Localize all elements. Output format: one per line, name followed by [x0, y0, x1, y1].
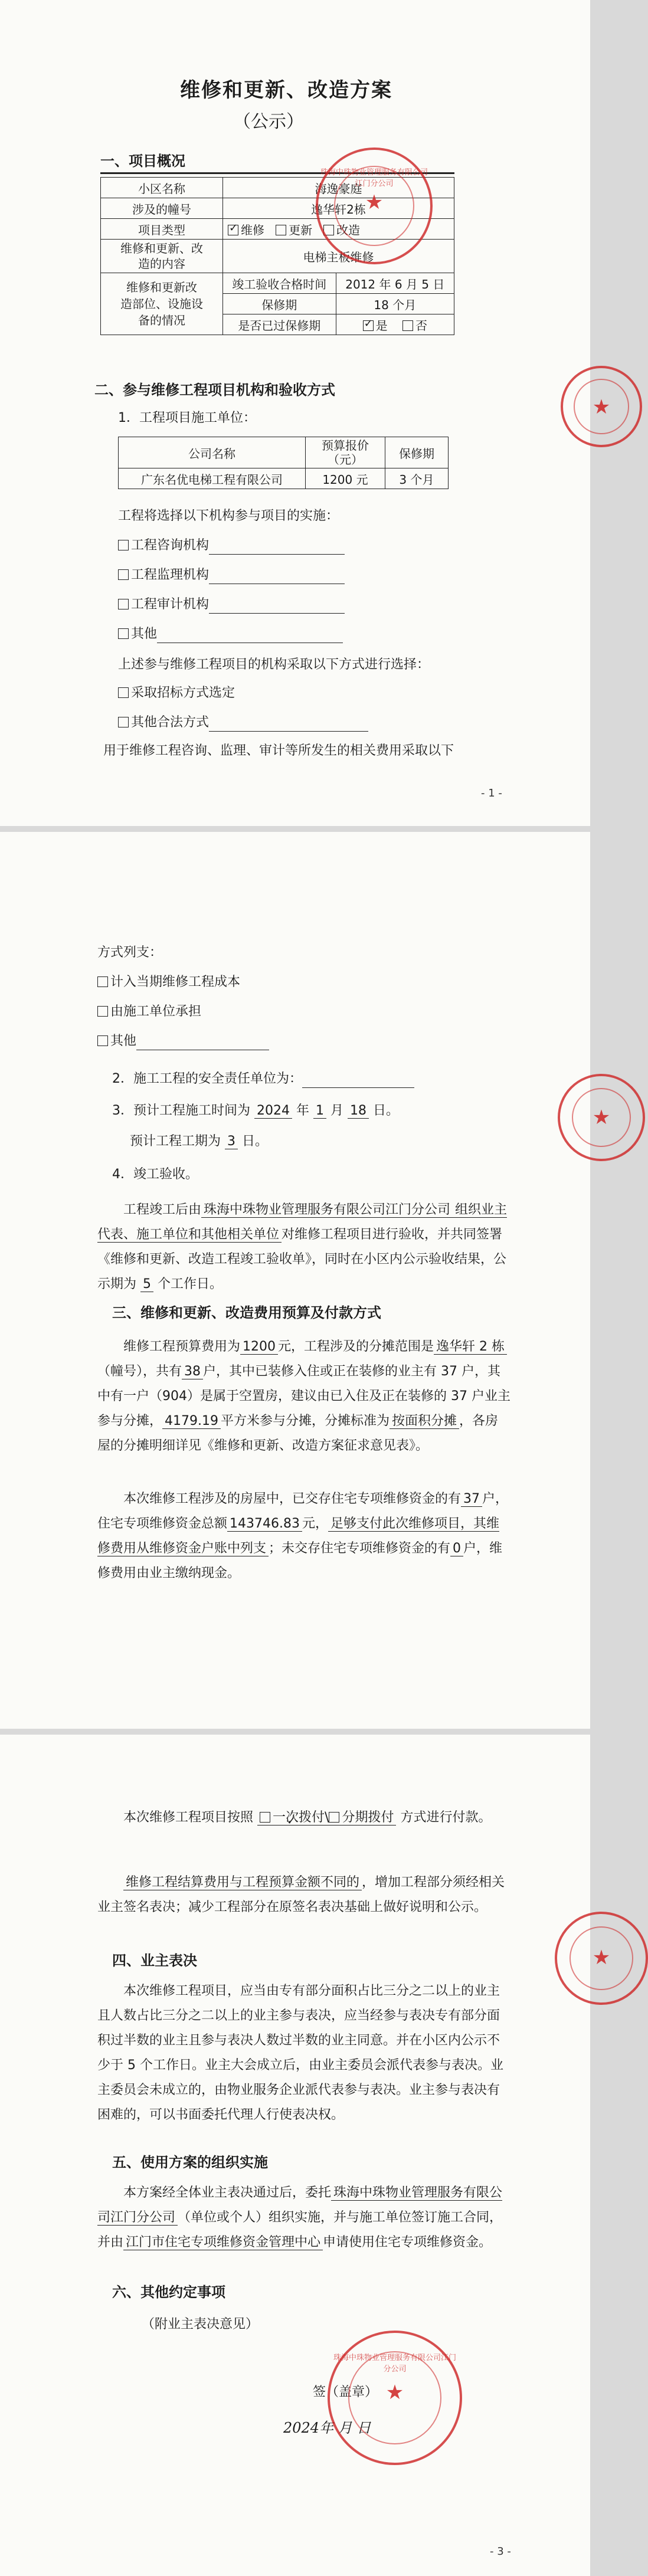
- company-seal-3: 珠海中珠物业管理服务有限公司江门分公司 ★: [328, 2331, 462, 2465]
- edge-seal-2: ★: [558, 1074, 645, 1161]
- budget-paragraph: 维修工程预算费用为 1200 元，工程涉及的分摊范围是 逸华轩 2 栋（幢号），共有 38 户，其中已装修入住或正在装修的业主有 37 户，其中有一户（904）是属于空置房，建议由已入住及正在装修的 37 户业主参与分摊， 4179.19 平方米参与分摊，分摊标准为 按面积分摊 ，各房屋的分摊明细详见《维修和更新、改造方案征求意见表》。: [97, 1339, 510, 1453]
- section-5-heading: 五、使用方案的组织实施: [112, 2154, 268, 2171]
- checkbox-installment[interactable]: [329, 1812, 339, 1823]
- appendix-note: （附业主表决意见）: [142, 2317, 259, 2332]
- label-repair: 维修: [241, 222, 264, 237]
- item-2-line: 2．施工工程的安全责任单位为：: [112, 1070, 414, 1088]
- page-number-1: - 1 -: [481, 787, 502, 799]
- item-4-line: 4．竣工验收。: [112, 1167, 198, 1182]
- vote-paragraph: 本次维修工程项目，应当由专有部分面积占比三分之二以上的业主且人数占比三分之二以上的业主参与表决，应当经参与表决专有部分面积过半数的业主且参与表决人数过半数的业主同意。并在小区内公示不少于 5 个工作日。业主大会成立后，由业主委员会派代表参与表决。业主委员会未成立的，由物业服务企业派代表参与表决。业主参与表决有困难的，可以书面委托代理人行使表决权。: [97, 1984, 503, 2122]
- checkbox-update[interactable]: [276, 225, 286, 235]
- checkbox-fee-contractor[interactable]: [97, 1006, 108, 1017]
- company-seal: 珠海中珠物业管理服务有限公司江门分公司 ★: [316, 148, 433, 264]
- label-renovate: 改造: [336, 222, 361, 237]
- label-update: 更新: [289, 222, 313, 237]
- acceptance-paragraph: 工程竣工后由 珠海中珠物业管理服务有限公司江门分公司 组织业主代表、施工单位和其他相关单位 对维修工程项目进行验收，并共同签署《维修和更新、改造工程竣工验收单》，同时在小区内公示验收结果，公示期为 5 个工作日。: [97, 1202, 508, 1292]
- continued-line: 方式列支：: [97, 945, 163, 960]
- fees-line: 用于维修工程咨询、监理、审计等所发生的相关费用采取以下: [103, 743, 454, 758]
- col-warranty: 保修期: [385, 437, 448, 468]
- fee-opt-1: 计入当期维修工程成本: [97, 974, 240, 991]
- page-subtitle: （公示）: [233, 112, 304, 132]
- section-1-heading: 一、项目概况: [100, 153, 185, 169]
- col-company: 公司名称: [119, 437, 306, 468]
- label-acceptance-date: 竣工验收合格时间: [223, 273, 336, 294]
- page-number-3: - 3 -: [490, 2545, 511, 2558]
- section-2-heading: 二、参与维修工程项目机构和验收方式: [94, 382, 335, 398]
- method-row-tender: 采取招标方式选定: [118, 684, 235, 702]
- page-1: [0, 0, 611, 826]
- cell-price: 1200 元: [306, 468, 385, 489]
- signature-date: 2024年 月 日: [283, 2420, 371, 2436]
- fund-paragraph: 本次维修工程涉及的房屋中，已交存住宅专项维修资金的有 37 户，住宅专项维修资金总额 143746.83 元， 足够支付此次维修项目，其维修费用从维修资金户账中列支 ；未交存住宅专项维修资金的有 0 户，维修费用由业主缴纳现金。: [97, 1492, 509, 1581]
- checkbox-consult[interactable]: [118, 540, 129, 550]
- fee-opt-3: 其他: [97, 1033, 269, 1050]
- page-3: [0, 1735, 611, 2576]
- cell-company: 广东名优电梯工程有限公司: [119, 468, 306, 489]
- implementation-paragraph: 本方案经全体业主表决通过后，委托 珠海中珠物业管理服务有限公司江门分公司 （单位或个人）组织实施，并与施工单位签订施工合同，并由 江门市住宅专项维修资金管理中心 申请使用住宅专项维修资金。: [97, 2185, 503, 2250]
- label-facility-status: 维修和更新改 造部位、设施设 备的情况: [101, 273, 223, 335]
- checkbox-yes[interactable]: [363, 320, 374, 331]
- checkbox-fee-other[interactable]: [97, 1035, 108, 1046]
- value-warranty: 18 个月: [336, 294, 454, 314]
- page-2: [0, 832, 611, 1729]
- org-row-audit: 工程审计机构: [118, 596, 345, 614]
- org-row-other: 其他: [118, 625, 343, 643]
- edge-seal: ★: [561, 366, 642, 447]
- value-acceptance-date: 2012 年 6 月 5 日: [336, 273, 454, 294]
- label-community: 小区名称: [101, 178, 223, 198]
- checkbox-tender[interactable]: [118, 687, 129, 698]
- item-3-duration: 预计工程工期为 3 日。: [130, 1134, 269, 1149]
- signature-label: 签（盖章）: [313, 2385, 378, 2400]
- item-3-line: 3．预计工程施工时间为 2024 年 1 月 18 日。: [112, 1103, 399, 1118]
- label-building: 涉及的幢号: [101, 198, 223, 219]
- select-method-line: 上述参与维修工程项目的机构采取以下方式进行选择：: [118, 657, 430, 672]
- label-content: 维修和更新、改 造的内容: [101, 240, 223, 273]
- checkbox-supervise[interactable]: [118, 569, 129, 580]
- value-building: 逸华轩2栋: [223, 198, 454, 219]
- contractor-table: [118, 437, 449, 489]
- value-content: 电梯主板维修: [223, 240, 454, 273]
- checkbox-lump-sum[interactable]: [260, 1812, 270, 1823]
- checkbox-other-org[interactable]: [118, 628, 129, 639]
- cell-warranty: 3 个月: [385, 468, 448, 489]
- org-row-supervise: 工程监理机构: [118, 566, 345, 584]
- col-budget: 预算报价 （元）: [306, 437, 385, 468]
- label-warranty-expired: 是否已过保修期: [223, 314, 336, 335]
- org-row-consult: 工程咨询机构: [118, 537, 345, 555]
- section-4-heading: 四、业主表决: [112, 1952, 197, 1969]
- fee-opt-2: 由施工单位承担: [97, 1003, 201, 1021]
- checkbox-repair[interactable]: [228, 225, 238, 235]
- label-project-type: 项目类型: [101, 219, 223, 240]
- checkbox-audit[interactable]: [118, 599, 129, 609]
- item-1-label: 1．工程项目施工单位：: [118, 411, 256, 425]
- checkbox-no[interactable]: [402, 320, 413, 331]
- value-community: 海逸豪庭: [223, 178, 454, 198]
- label-warranty: 保修期: [223, 294, 336, 314]
- settlement-paragraph: 维修工程结算费用与工程预算金额不同的 ，增加工程部分须经相关业主签名表决；减少工程部分在原签名表决基础上做好说明和公示。: [97, 1875, 505, 1915]
- checkbox-other-method[interactable]: [118, 717, 129, 727]
- section-6-heading: 六、其他约定事项: [112, 2284, 225, 2300]
- edge-seal-3: ★: [555, 1912, 648, 2005]
- payment-paragraph: 本次维修工程项目按照 ✓ 一次拨付\ 分期拨付 方式进行付款。: [97, 1805, 510, 1830]
- method-row-other: 其他合法方式: [118, 714, 368, 732]
- choose-orgs-line: 工程将选择以下机构参与项目的实施：: [118, 509, 339, 523]
- section-3-heading: 三、维修和更新、改造费用预算及付款方式: [112, 1305, 381, 1321]
- page-title: 维修和更新、改造方案: [180, 78, 392, 102]
- warranty-expired-options: ✓ 是 否: [336, 314, 454, 335]
- checkbox-fee-cost[interactable]: [97, 976, 108, 987]
